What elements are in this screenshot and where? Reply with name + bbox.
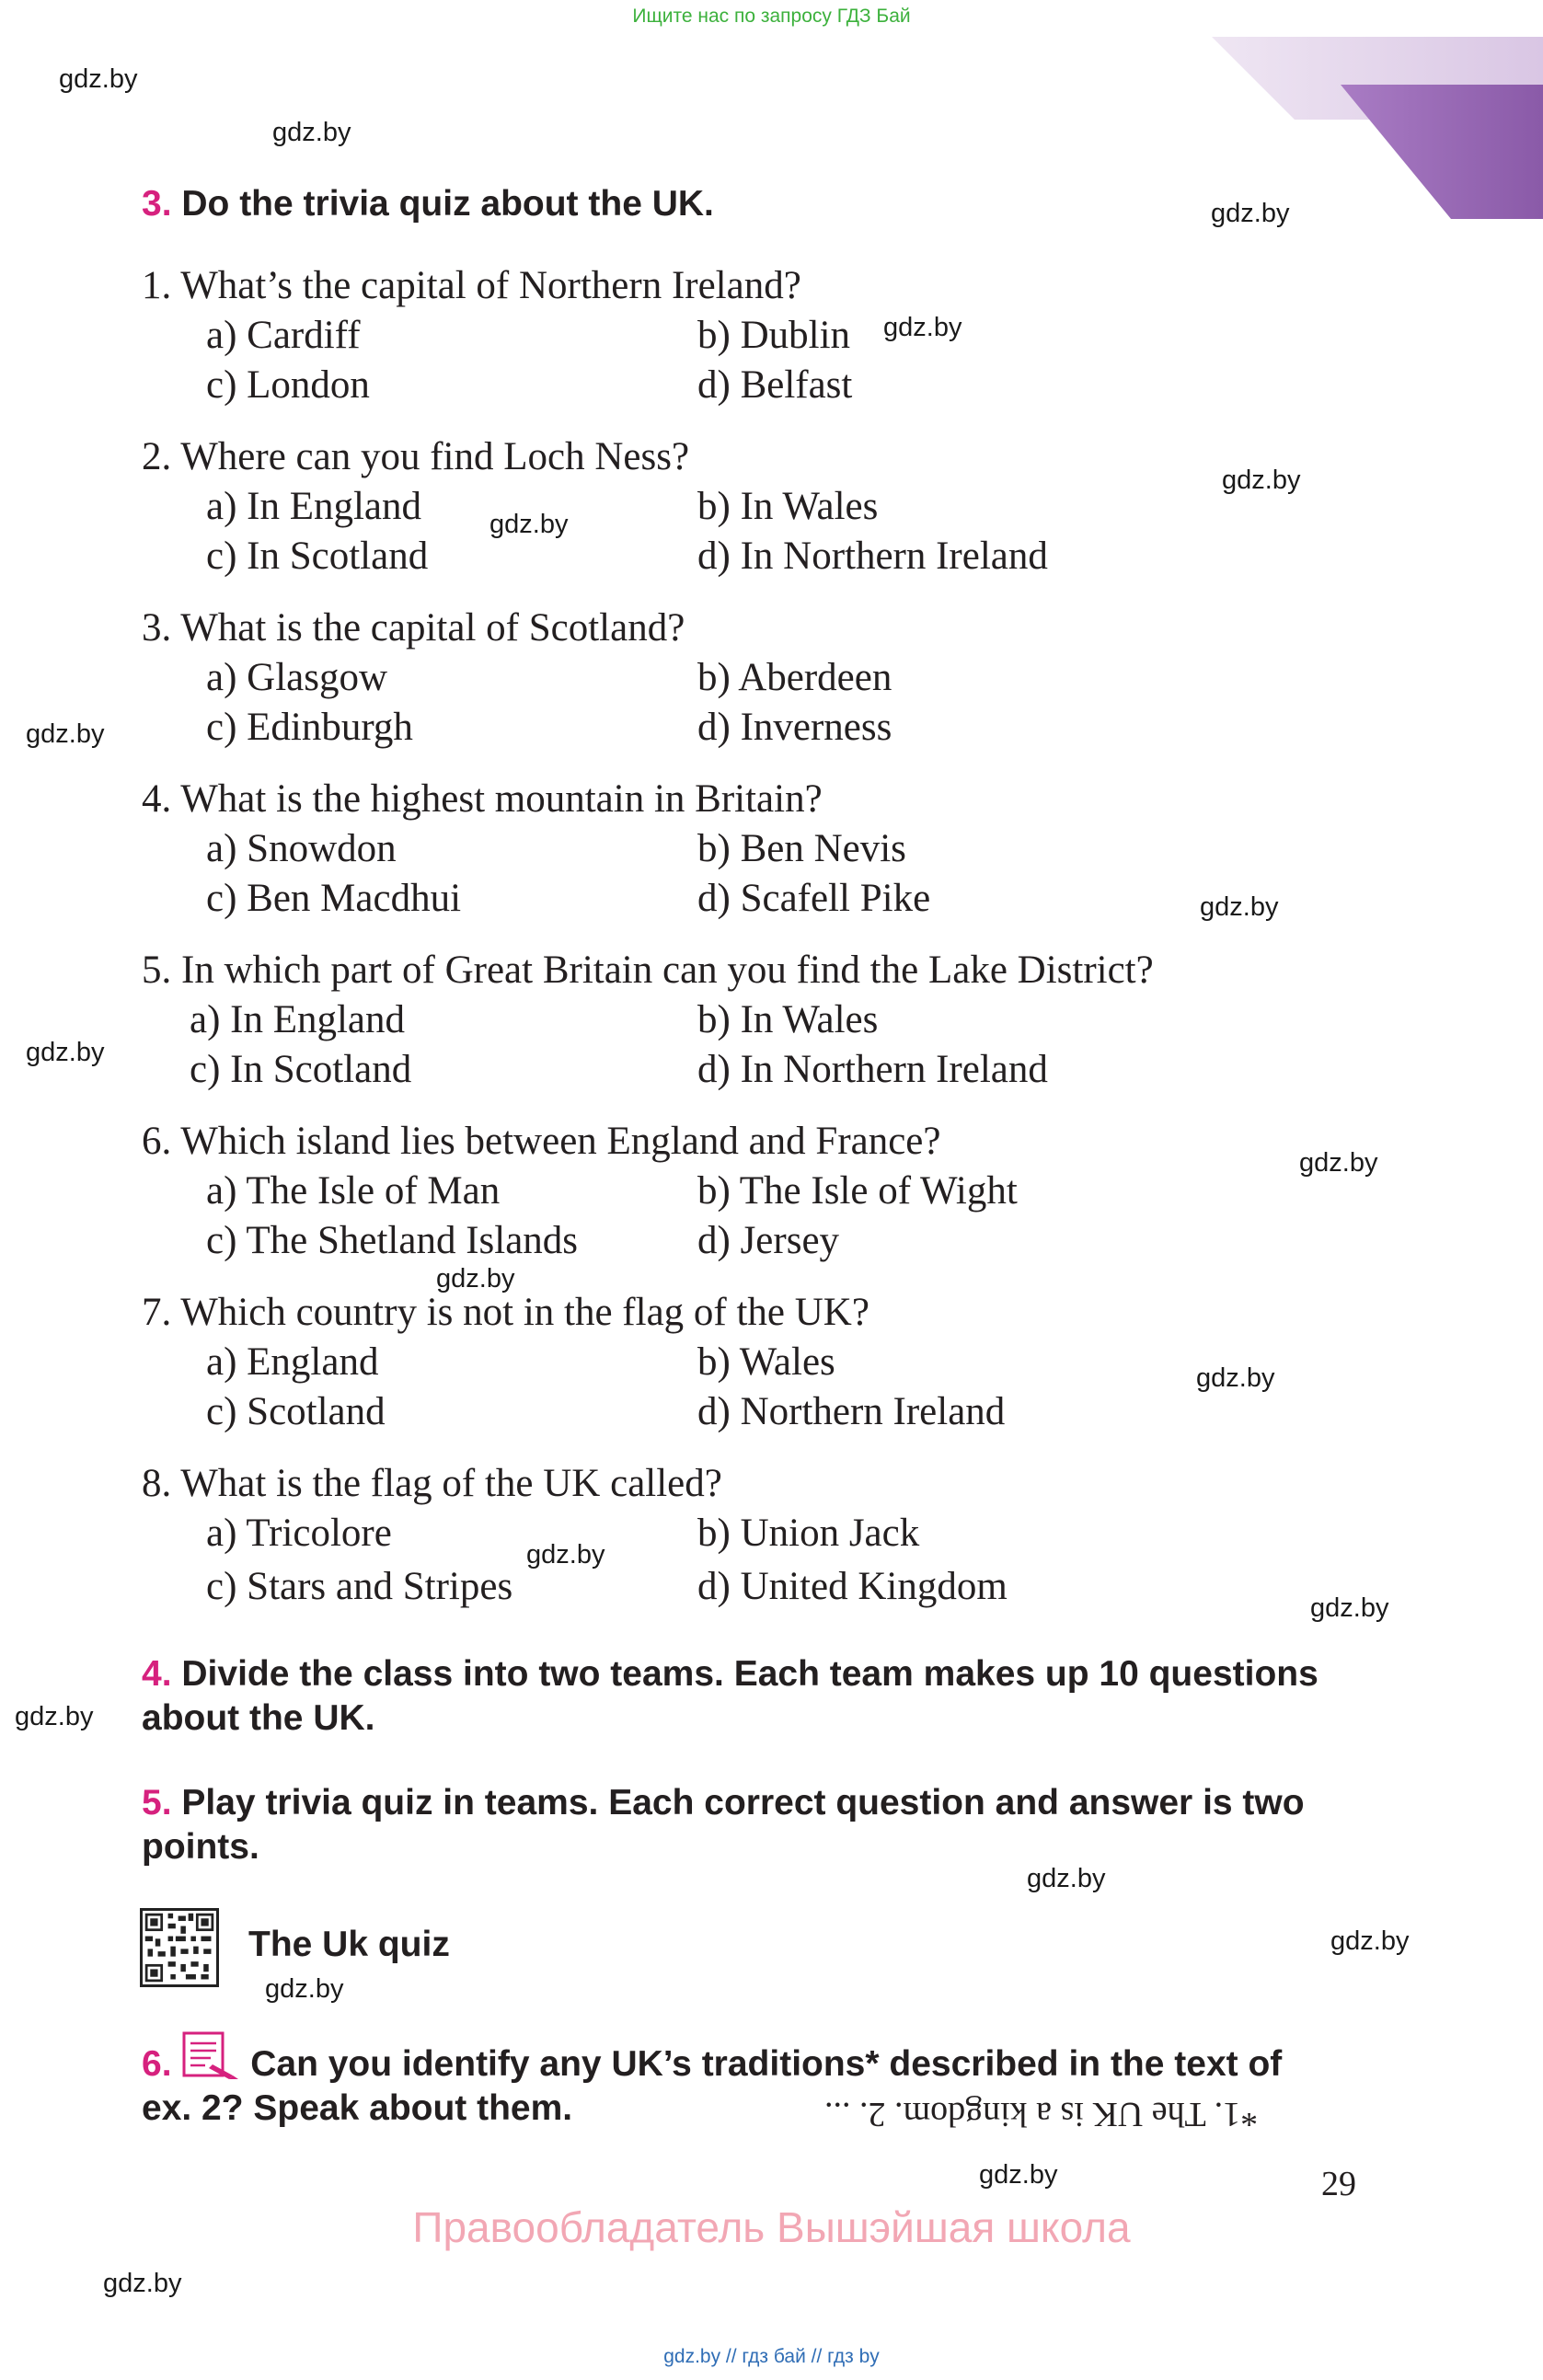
watermark: gdz.by [272, 118, 351, 147]
task-3-heading [142, 182, 714, 226]
task-text-line2: about the UK. [142, 1698, 375, 1738]
watermark: gdz.by [526, 1540, 605, 1569]
question: 8. What is the flag of the UK called? [142, 1462, 722, 1505]
question: 1. What’s the capital of Northern Ireland? [142, 264, 801, 307]
watermark: gdz.by [1200, 892, 1279, 922]
option: a) England [206, 1340, 379, 1384]
watermark: gdz.by [15, 1702, 94, 1731]
footnote-upside-down: *1. The UK is a kingdom. 2. ... [824, 2095, 1259, 2133]
option: d) Inverness [697, 706, 892, 749]
watermark: gdz.by [1027, 1864, 1106, 1893]
option: a) In England [190, 998, 406, 1041]
task-number: 4. [142, 1654, 172, 1694]
question: 6. Which island lies between England and France? [142, 1120, 941, 1163]
option: b) The Isle of Wight [697, 1169, 1018, 1213]
option: a) Cardiff [206, 314, 361, 357]
watermark: gdz.by [1196, 1363, 1275, 1393]
option: d) Scafell Pike [697, 877, 931, 920]
watermark: gdz.by [883, 313, 962, 342]
task-number: 3. [142, 184, 172, 224]
option: b) Dublin [697, 314, 851, 357]
option: d) United Kingdom [697, 1565, 1008, 1608]
watermark: gdz.by [1299, 1148, 1378, 1178]
bottom-links[interactable]: gdz.by // гдз бай // гдз by [663, 2346, 880, 2367]
option: b) Aberdeen [697, 656, 892, 699]
question: 2. Where can you find Loch Ness? [142, 435, 690, 478]
option: a) In England [206, 485, 422, 528]
option: a) Glasgow [206, 656, 388, 699]
option: c) Stars and Stripes [206, 1565, 513, 1608]
option: b) In Wales [697, 998, 879, 1041]
rights-holder: Правообладатель Вышэйшая школа [412, 2203, 1131, 2251]
option: c) In Scotland [190, 1048, 412, 1091]
option: d) In Northern Ireland [697, 535, 1048, 578]
watermark: gdz.by [1222, 466, 1301, 495]
option: b) In Wales [697, 485, 879, 528]
option: d) Belfast [697, 363, 853, 407]
option: b) Union Jack [697, 1512, 920, 1555]
watermark: gdz.by [979, 2160, 1058, 2190]
question: 7. Which country is not in the flag of the UK? [142, 1291, 869, 1334]
watermark: gdz.by [26, 1038, 105, 1067]
task-number: 6. [142, 2044, 172, 2084]
option: c) London [206, 363, 370, 407]
option: c) Scotland [206, 1390, 386, 1433]
option: c) The Shetland Islands [206, 1219, 579, 1262]
watermark: gdz.by [1211, 199, 1290, 228]
option: a) The Isle of Man [206, 1169, 501, 1213]
watermark: gdz.by [489, 510, 569, 539]
question: 3. What is the capital of Scotland? [142, 606, 685, 650]
top-banner[interactable]: Ищите нас по запросу ГДЗ Бай [632, 6, 911, 27]
option: d) Jersey [697, 1219, 840, 1262]
corner-decoration [1212, 0, 1543, 221]
option: a) Tricolore [206, 1512, 392, 1555]
watermark: gdz.by [1310, 1593, 1389, 1623]
option: b) Wales [697, 1340, 835, 1384]
question: 5. In which part of Great Britain can you find the Lake District? [142, 949, 1154, 992]
option: c) In Scotland [206, 535, 429, 578]
question: 4. What is the highest mountain in Britain? [142, 777, 823, 821]
watermark: gdz.by [1330, 1926, 1410, 1956]
watermark: gdz.by [103, 2269, 182, 2298]
option: a) Snowdon [206, 827, 397, 870]
task-text-line1: Can you identify any UK’s traditions* described in the text of [250, 2044, 1283, 2084]
watermark: gdz.by [26, 719, 105, 749]
watermark: gdz.by [59, 64, 138, 94]
task-text-line2: ex. 2? Speak about them. [142, 2088, 573, 2128]
page-number: 29 [1321, 2165, 1356, 2203]
task-number: 5. [142, 1783, 172, 1822]
option: b) Ben Nevis [697, 827, 906, 870]
task-4 [142, 1652, 1318, 1741]
task-text-line1: Divide the class into two teams. Each team makes up 10 questions [181, 1654, 1318, 1694]
option: d) In Northern Ireland [697, 1048, 1048, 1091]
task-5 [142, 1781, 1305, 1869]
notebook-pencil-icon [181, 2031, 240, 2081]
option: d) Northern Ireland [697, 1390, 1006, 1433]
qr-caption[interactable]: The Uk quiz [248, 1925, 450, 1964]
task-text: Do the trivia quiz about the UK. [181, 184, 714, 224]
option: c) Ben Macdhui [206, 877, 462, 920]
option: c) Edinburgh [206, 706, 413, 749]
task-text-line2: points. [142, 1827, 259, 1867]
watermark: gdz.by [436, 1264, 515, 1293]
task-text-line1: Play trivia quiz in teams. Each correct question and answer is two [181, 1783, 1305, 1822]
qr-code-icon[interactable] [140, 1908, 219, 1987]
watermark: gdz.by [265, 1974, 344, 2004]
